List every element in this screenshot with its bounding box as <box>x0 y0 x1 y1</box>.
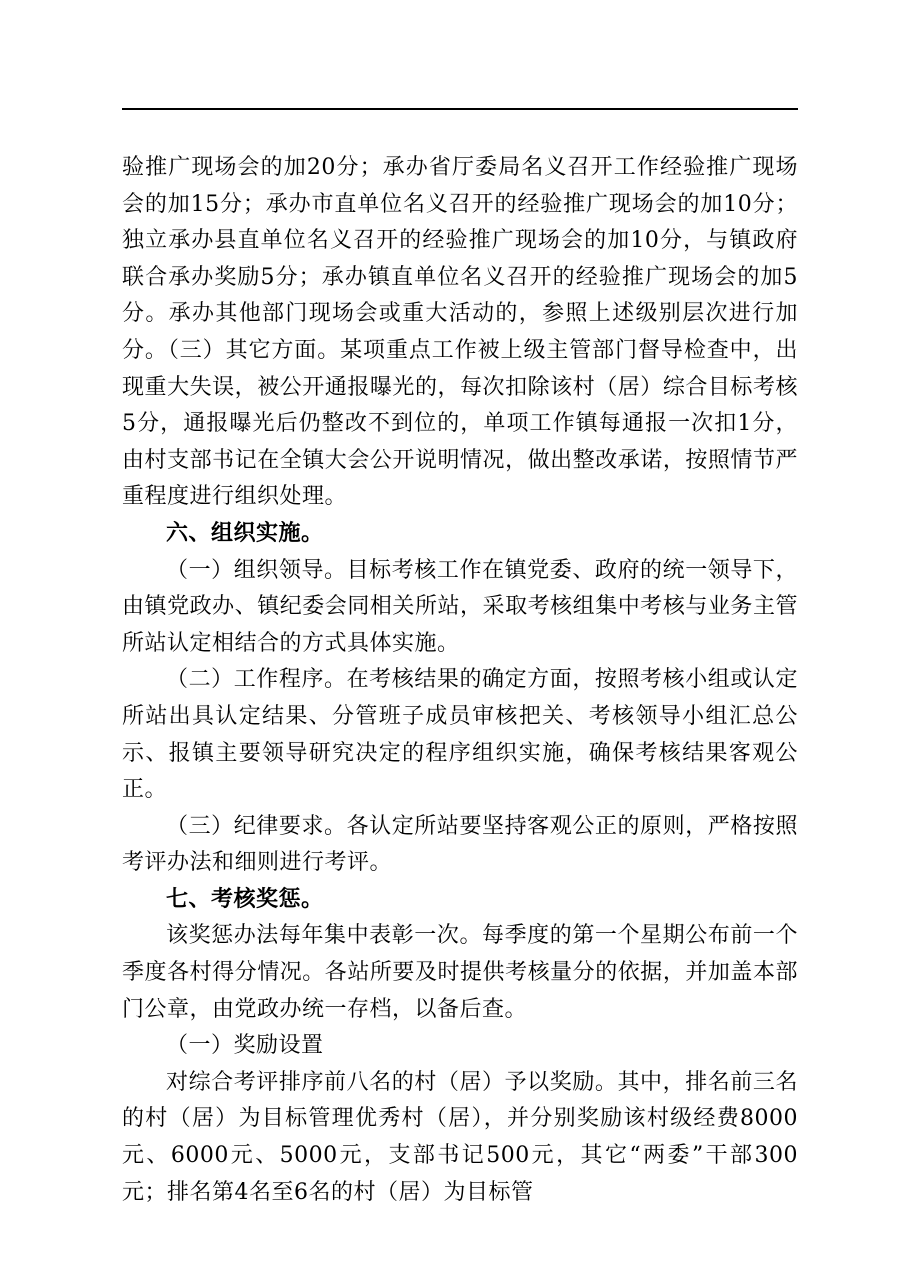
paragraph-reward-details: 对综合考评排序前八名的村（居）予以奖励。其中，排名前三名的村（居）为目标管理优秀村（居），并分别奖励该村级经费8000元、6000元、5000元，支部书记500元，其它“两委”干部300元；排名第4名至6名的村（居）为目标管 <box>122 1069 798 1205</box>
subheading-reward-settings: （一）奖励设置 <box>166 1033 324 1059</box>
header-rule <box>122 108 798 110</box>
paragraph-continued-scoring: 验推广现场会的加20分；承办省厅委局名义召开工作经验推广现场会的加15分；承办市直单位名义召开的经验推广现场会的加10分；独立承办县直单位名义召开的经验推广现场会的加10分，与镇政府联合承办奖励5分；承办镇直单位名义召开的经验推广现场会的加5分。承办其他部门现场会或重大活动的，参照上述级别层次进行加分。（三）其它方面。某项重点工作被上级主管部门督导检查中，出现重大失误，被公开通报曝光的，每次扣除该村（居）综合目标考核5分，通报曝光后仍整改不到位的，单项工作镇每通报一次扣1分，由村支部书记在全镇大会公开说明情况，做出整改承诺，按照情节严重程度进行组织处理。 <box>122 155 798 510</box>
section-heading-rewards-penalties: 七、考核奖惩。 <box>166 886 324 912</box>
document-body <box>122 150 798 1211</box>
paragraph-rewards-intro: 该奖惩办法每年集中表彰一次。每季度的第一个星期公布前一个季度各村得分情况。各站所要及时提供考核量分的依据，并加盖本部门公章，由党政办统一存档，以备后查。 <box>122 923 798 1022</box>
paragraph-work-procedure: （二）工作程序。在考核结果的确定方面，按照考核小组或认定所站出具认定结果、分管班子成员审核把关、考核领导小组汇总公示、报镇主要领导研究决定的程序组织实施，确保考核结果客观公正。 <box>122 667 798 803</box>
paragraph-organization-leadership: （一）组织领导。目标考核工作在镇党委、政府的统一领导下，由镇党政办、镇纪委会同相关所站，采取考核组集中考核与业务主管所站认定相结合的方式具体实施。 <box>122 557 798 656</box>
section-heading-organization: 六、组织实施。 <box>166 520 324 546</box>
paragraph-discipline: （三）纪律要求。各认定所站要坚持客观公正的原则，严格按照考评办法和细则进行考评。 <box>122 813 798 876</box>
